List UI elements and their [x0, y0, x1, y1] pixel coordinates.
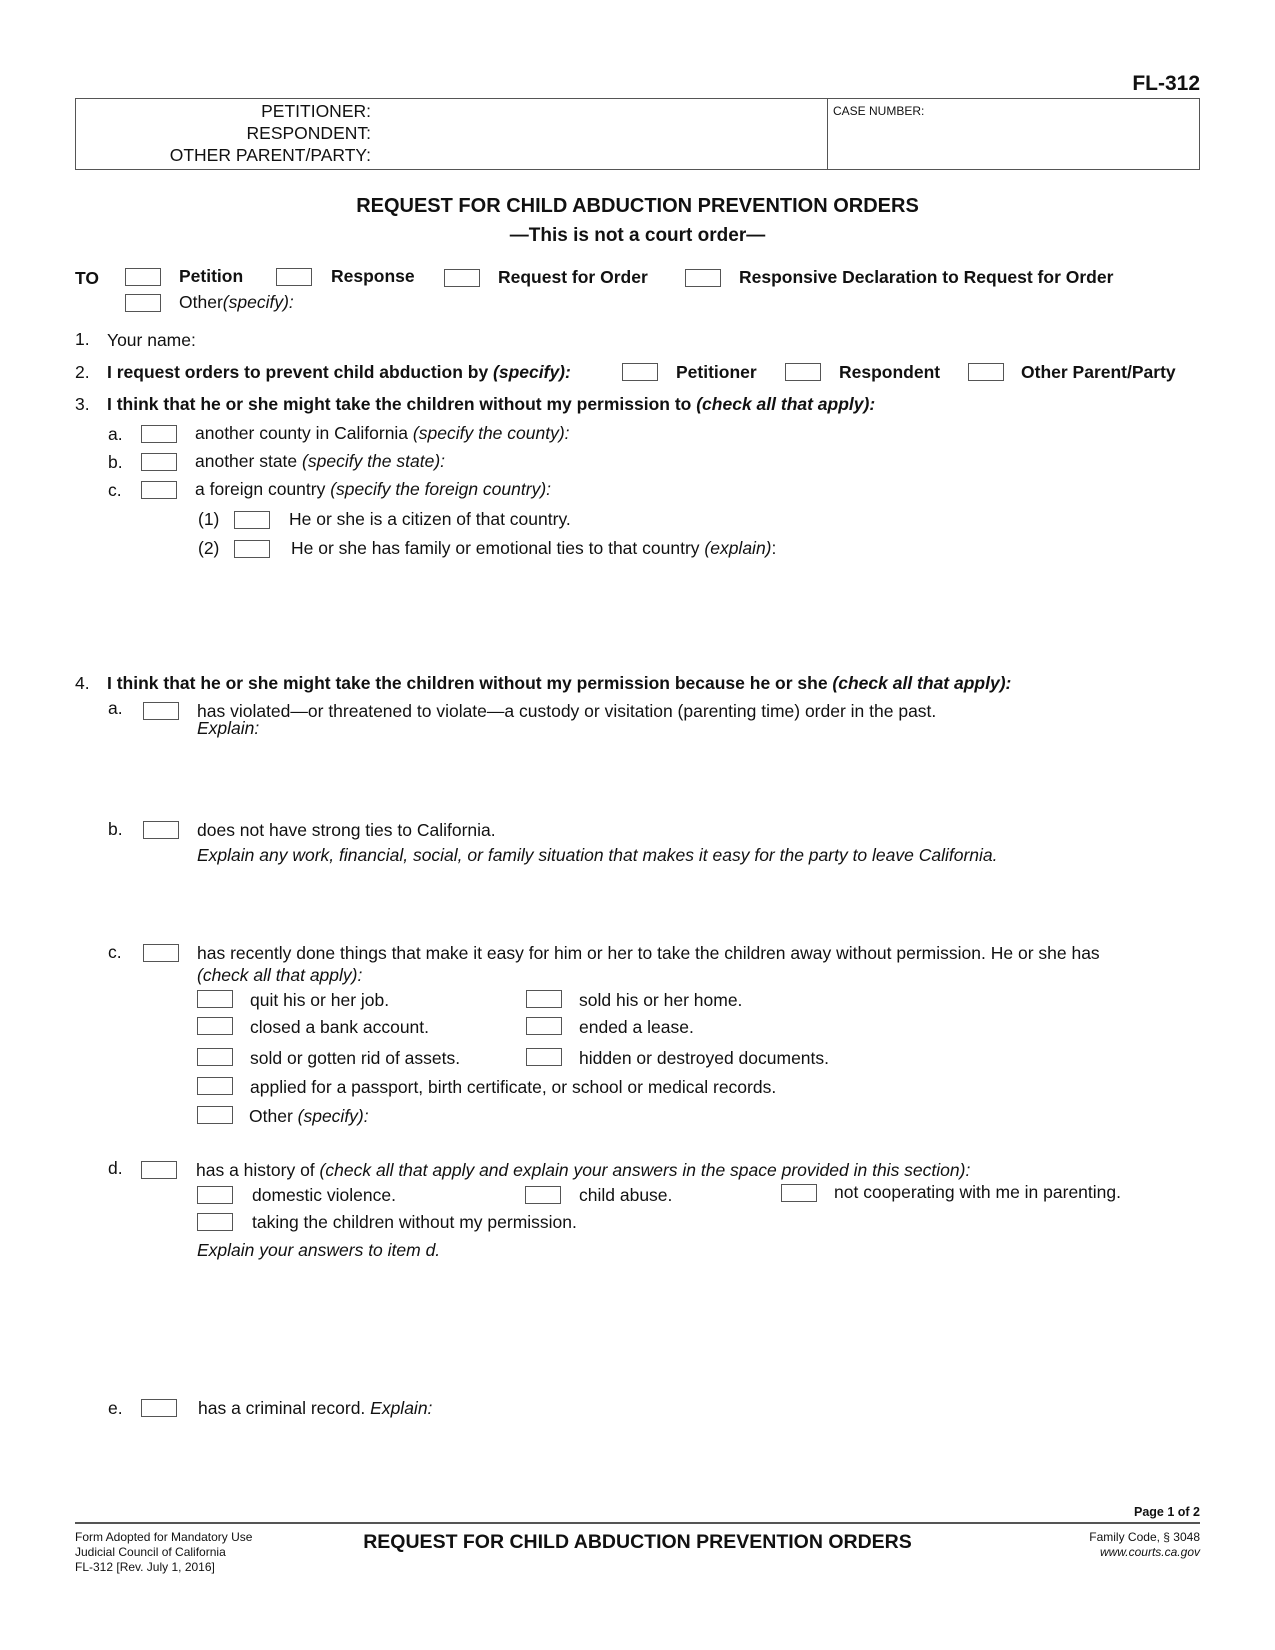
to-other-checkbox[interactable]: [125, 294, 161, 312]
petitioner-label: PETITIONER:: [261, 101, 371, 121]
another-county-label: another county in California: [195, 423, 409, 443]
item-3a-letter: a.: [108, 424, 123, 444]
family-ties-label: He or she has family or emotional ties to that country: [291, 538, 705, 558]
item-1-number: 1.: [75, 329, 90, 349]
history-label: has a history of: [196, 1160, 320, 1180]
criminal-record-explain-label: Explain:: [370, 1398, 433, 1418]
family-ties-checkbox[interactable]: [234, 540, 270, 558]
item-4a-letter: a.: [108, 698, 123, 718]
not-cooperating-label: not cooperating with me in parenting.: [834, 1182, 1121, 1202]
item-4-number: 4.: [75, 673, 90, 693]
citizen-checkbox[interactable]: [234, 511, 270, 529]
abductor-respondent-label: Respondent: [839, 362, 941, 382]
another-county-checkbox[interactable]: [141, 425, 177, 443]
footer-website-link[interactable]: www.courts.ca.gov: [1099, 1545, 1200, 1559]
family-ties-hint: (explain): [704, 538, 772, 558]
hidden-documents-label: hidden or destroyed documents.: [579, 1048, 830, 1068]
to-other-hint: (specify):: [222, 292, 294, 312]
item-4c-letter: c.: [108, 942, 122, 962]
item-3b-letter: b.: [108, 452, 123, 472]
violated-order-explanation-field[interactable]: [260, 720, 1190, 810]
item-4e-text: [198, 1398, 432, 1419]
history-explain-label: Explain your answers to item d.: [197, 1240, 441, 1260]
child-abuse-label: child abuse.: [579, 1185, 673, 1205]
to-request-for-order-label: Request for Order: [498, 267, 648, 287]
abductor-other-party-label: Other Parent/Party: [1021, 362, 1176, 382]
history-explanation-field[interactable]: [197, 1264, 1187, 1384]
footer-council-line: Judicial Council of California: [75, 1545, 226, 1559]
sold-home-label: sold his or her home.: [579, 990, 743, 1010]
taking-children-checkbox[interactable]: [197, 1213, 233, 1231]
to-response-checkbox[interactable]: [276, 268, 312, 286]
item-4d-letter: d.: [108, 1158, 123, 1178]
domestic-violence-label: domestic violence.: [252, 1185, 396, 1205]
recent-actions-label: has recently done things that make it easy for him or her to take the children away without permission. He or she has: [197, 943, 1100, 963]
to-other-label: [179, 292, 294, 313]
family-ties-colon: :: [771, 538, 777, 558]
item-2-hint: (specify):: [493, 362, 571, 382]
your-name-label: Your name:: [107, 330, 196, 350]
item-3c-text: [195, 479, 551, 500]
closed-bank-account-label: closed a bank account.: [250, 1017, 430, 1037]
quit-job-label: quit his or her job.: [250, 990, 390, 1010]
history-hint: (check all that apply and explain your answers in the space provided in this section):: [319, 1160, 971, 1180]
no-strong-ties-explain-label: Explain any work, financial, social, or family situation that makes it easy for the party to leave California.: [197, 845, 998, 865]
item-4-text: [107, 673, 1011, 694]
applied-passport-label: applied for a passport, birth certificate, or school or medical records.: [250, 1077, 777, 1097]
not-cooperating-checkbox[interactable]: [781, 1184, 817, 1202]
foreign-country-hint: (specify the foreign country):: [330, 479, 552, 499]
party-names-field[interactable]: [346, 99, 826, 169]
another-state-checkbox[interactable]: [141, 453, 177, 471]
abductor-respondent-checkbox[interactable]: [785, 363, 821, 381]
item-2-text: [107, 362, 571, 383]
violated-order-explain-label: Explain:: [197, 718, 260, 738]
item-3-text: [107, 394, 875, 415]
page-number: Page 1 of 2: [1134, 1505, 1200, 1519]
item-2-statement: I request orders to prevent child abduction by: [107, 362, 494, 382]
to-petition-checkbox[interactable]: [125, 268, 161, 286]
recent-actions-hint: (check all that apply):: [197, 965, 363, 985]
case-number-label: CASE NUMBER:: [833, 104, 925, 118]
sold-home-checkbox[interactable]: [526, 990, 562, 1008]
citizen-label: He or she is a citizen of that country.: [289, 509, 571, 529]
criminal-record-explanation-field[interactable]: [450, 1396, 1190, 1496]
item-2-number: 2.: [75, 362, 90, 382]
other-party-label: OTHER PARENT/PARTY:: [169, 145, 371, 165]
item-3c2-number: (2): [198, 538, 220, 558]
abductor-other-party-checkbox[interactable]: [968, 363, 1004, 381]
abductor-petitioner-checkbox[interactable]: [622, 363, 658, 381]
to-label: TO: [75, 268, 99, 288]
footer-code: Family Code, § 3048: [1089, 1530, 1200, 1544]
criminal-record-label: has a criminal record.: [198, 1398, 371, 1418]
item-3c-letter: c.: [108, 480, 122, 500]
hidden-documents-checkbox[interactable]: [526, 1048, 562, 1066]
item-3b-text: [195, 451, 445, 472]
violated-order-label: has violated—or threatened to violate—a custody or visitation (parenting time) order in the past.: [197, 701, 937, 721]
respondent-label: RESPONDENT:: [246, 123, 371, 143]
another-state-hint: (specify the state):: [302, 451, 446, 471]
case-number-field[interactable]: [831, 119, 1196, 167]
applied-passport-checkbox[interactable]: [197, 1077, 233, 1095]
footer-legal-info: [1089, 1530, 1200, 1560]
to-request-for-order-checkbox[interactable]: [444, 269, 480, 287]
footer-divider: [75, 1522, 1200, 1524]
item-4d-text: [196, 1160, 970, 1181]
ended-lease-label: ended a lease.: [579, 1017, 694, 1037]
recent-other-text: Other: [249, 1106, 298, 1126]
item-4e-letter: e.: [108, 1398, 123, 1418]
item-4-hint: (check all that apply):: [832, 673, 1012, 693]
ended-lease-checkbox[interactable]: [526, 1017, 562, 1035]
criminal-record-checkbox[interactable]: [141, 1399, 177, 1417]
item-3a-text: [195, 423, 570, 444]
to-other-text: Other: [179, 292, 223, 312]
recent-actions-checkbox[interactable]: [143, 944, 179, 962]
quit-job-checkbox[interactable]: [197, 990, 233, 1008]
recent-other-field[interactable]: [340, 1104, 1190, 1144]
item-4-statement: I think that he or she might take the children without my permission because he or she: [107, 673, 833, 693]
footer-adopted-line: Form Adopted for Mandatory Use: [75, 1530, 253, 1544]
abductor-petitioner-label: Petitioner: [676, 362, 757, 382]
another-county-hint: (specify the county):: [412, 423, 570, 443]
sold-assets-checkbox[interactable]: [197, 1048, 233, 1066]
page-title: REQUEST FOR CHILD ABDUCTION PREVENTION ORDERS: [356, 195, 919, 217]
recent-other-checkbox[interactable]: [197, 1106, 233, 1124]
to-responsive-declaration-label: Responsive Declaration to Request for Order: [739, 267, 1114, 287]
footer-title: REQUEST FOR CHILD ABDUCTION PREVENTION ORDERS: [363, 1531, 912, 1553]
no-strong-ties-explanation-field[interactable]: [197, 868, 1187, 938]
form-number: FL-312: [1132, 72, 1200, 95]
closed-bank-account-checkbox[interactable]: [197, 1017, 233, 1035]
item-3-number: 3.: [75, 394, 90, 414]
to-response-label: Response: [331, 266, 415, 286]
foreign-country-label: a foreign country: [195, 479, 331, 499]
to-petition-label: Petition: [179, 266, 244, 286]
to-responsive-declaration-checkbox[interactable]: [685, 269, 721, 287]
item-3-hint: (check all that apply):: [696, 394, 876, 414]
history-checkbox[interactable]: [141, 1161, 177, 1179]
item-3c1-number: (1): [198, 509, 220, 529]
recent-other-hint: (specify):: [297, 1106, 369, 1126]
caption-divider: [827, 99, 828, 169]
item-4b-letter: b.: [108, 819, 123, 839]
case-caption-box: [75, 98, 1200, 170]
your-name-field[interactable]: [205, 326, 1195, 350]
violated-order-checkbox[interactable]: [143, 702, 179, 720]
footer-revision-line: FL-312 [Rev. July 1, 2016]: [75, 1560, 215, 1574]
item-3-statement: I think that he or she might take the children without my permission to: [107, 394, 697, 414]
taking-children-label: taking the children without my permission.: [252, 1212, 577, 1232]
no-strong-ties-checkbox[interactable]: [143, 821, 179, 839]
another-state-label: another state: [195, 451, 303, 471]
page-subtitle: —This is not a court order—: [509, 225, 766, 246]
sold-assets-label: sold or gotten rid of assets.: [250, 1048, 461, 1068]
no-strong-ties-label: does not have strong ties to California.: [197, 820, 496, 840]
child-abuse-checkbox[interactable]: [525, 1186, 561, 1204]
domestic-violence-checkbox[interactable]: [197, 1186, 233, 1204]
family-ties-explanation-field[interactable]: [291, 562, 1191, 662]
foreign-country-checkbox[interactable]: [141, 481, 177, 499]
item-3c2-text: [291, 538, 776, 559]
